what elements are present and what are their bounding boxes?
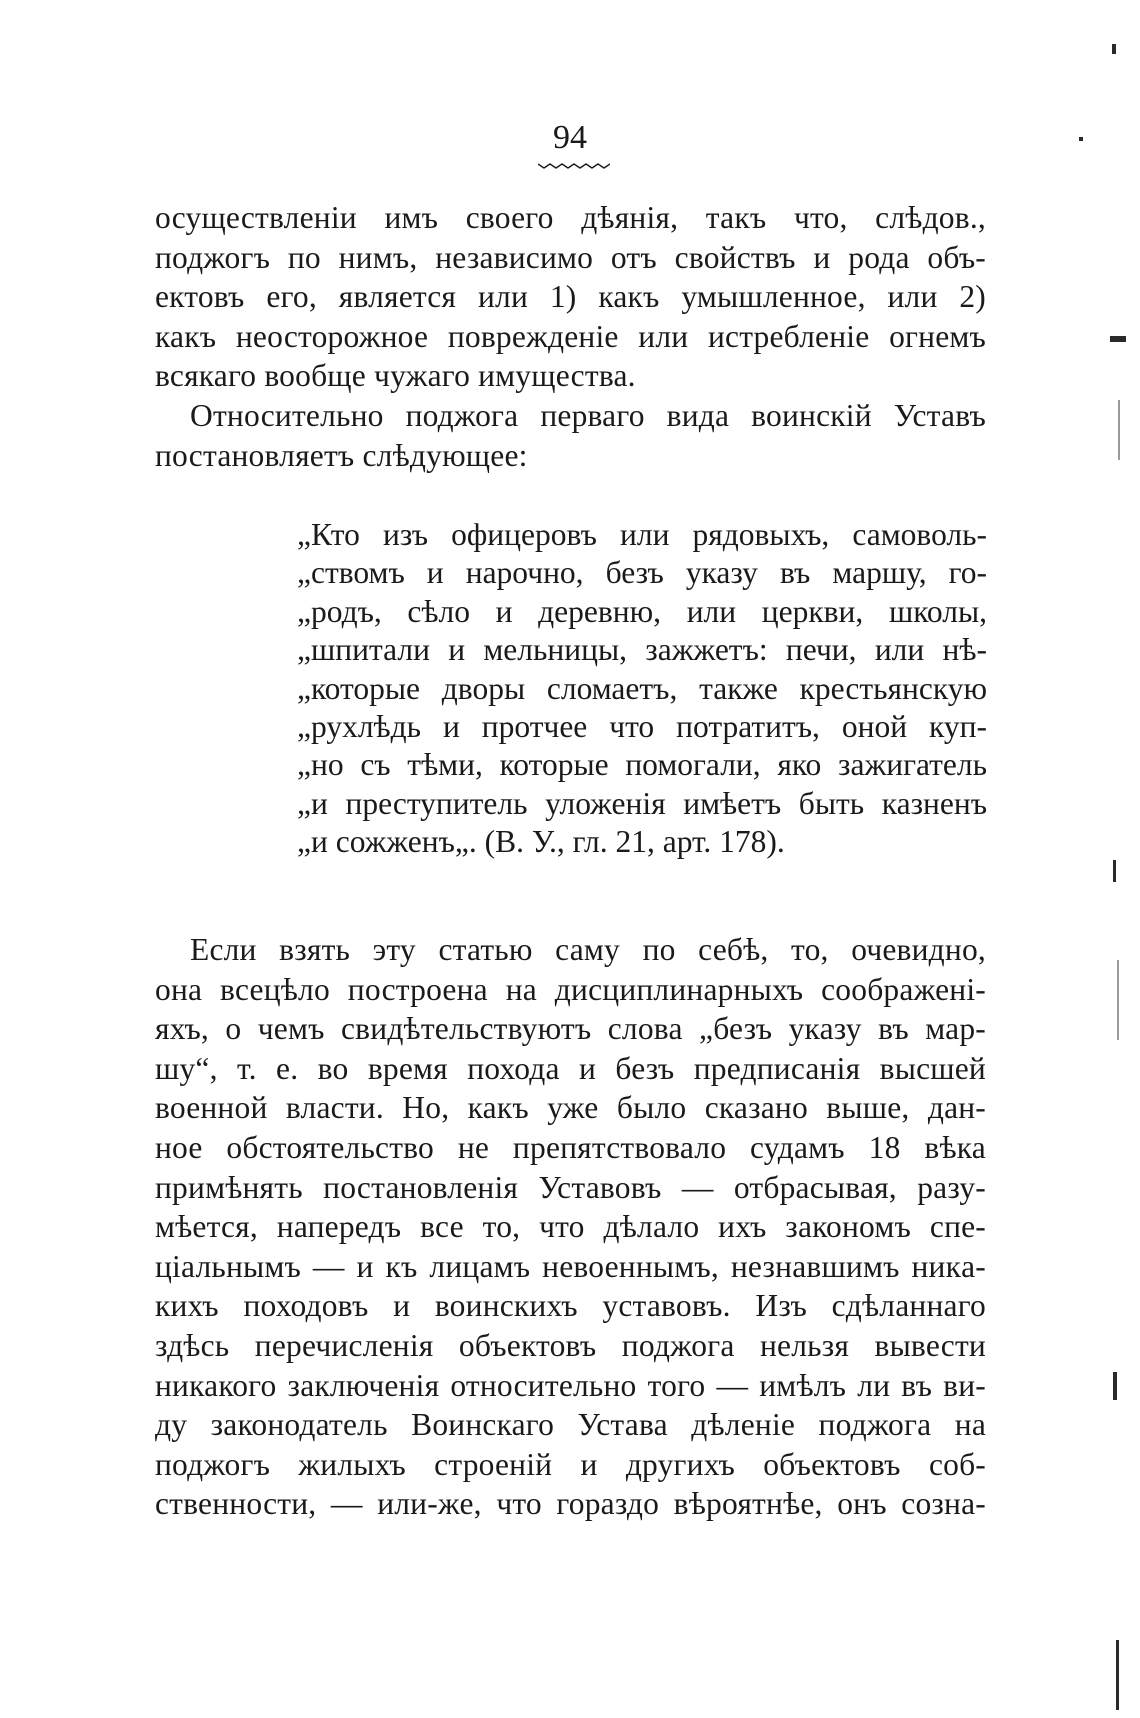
text-line: Относительно поджога перваго вида воинскій Уставъ: [190, 398, 986, 433]
text-line: поджогъ жилыхъ строеній и другихъ объектовъ соб-: [155, 1446, 986, 1482]
text-line: Если взять эту статью саму по себѣ, то, очевидно,: [190, 932, 986, 967]
quote-line: „и преступитель уложенія имѣетъ быть казненъ: [297, 785, 987, 821]
quote-line: „ствомъ и нарочно, безъ указу въ маршу, го-: [297, 555, 987, 591]
scan-artifact-mark: [1113, 1372, 1117, 1400]
text-line: никакого заключенія относительно того — имѣлъ ли въ ви-: [155, 1367, 986, 1403]
scan-artifact-mark: [1110, 336, 1126, 342]
text-line: шу“, т. е. во время похода и безъ предписанія высшей: [155, 1050, 986, 1086]
text-line: всякаго вообще чужаго имущества.: [155, 358, 636, 394]
text-line: поджогъ по нимъ, независимо отъ свойствъ и рода объ-: [155, 239, 986, 275]
quote-line: „но съ тѣми, которые помогали, яко зажигатель: [297, 747, 987, 783]
scan-artifact-mark: [1079, 137, 1083, 141]
quote-line: „родъ, сѣло и деревню, или церкви, школы,: [297, 593, 987, 629]
scan-artifact-mark: [1112, 44, 1116, 54]
text-line: примѣнять постановленія Уставовъ — отбрасывая, разу-: [155, 1169, 986, 1205]
text-line: она всецѣло построена на дисциплинарныхъ соображені-: [155, 971, 986, 1007]
text-line: военной власти. Но, какъ уже было сказано выше, дан-: [155, 1090, 986, 1126]
text-line: ственности, — или-же, что гораздо вѣроятнѣе, онъ созна-: [155, 1486, 986, 1522]
scan-artifact-mark: [1116, 1640, 1119, 1710]
text-line: ектовъ его, является или 1) какъ умышленное, или 2): [155, 279, 986, 315]
paragraph-3: [155, 930, 986, 1524]
text-line: осуществленіи имъ своего дѣянія, такъ что, слѣдов.,: [155, 200, 986, 235]
text-line: кихъ походовъ и воинскихъ уставовъ. Изъ сдѣланнаго: [155, 1288, 986, 1324]
text-line: постановляетъ слѣдующее:: [155, 437, 528, 473]
scan-artifact-mark: [1118, 400, 1120, 460]
paragraph-1: [155, 198, 986, 396]
quote-line: „рухлѣдь и протчее что потратитъ, оной куп-: [297, 708, 987, 744]
text-line: мѣется, напередъ все то, что дѣлало ихъ закономъ спе-: [155, 1209, 986, 1245]
text-line: здѣсь перечисленія объектовъ поджога нельзя вывести: [155, 1327, 986, 1363]
page-number-ornament: [538, 162, 610, 170]
quote-line: „которые дворы сломаетъ, также крестьянскую: [297, 670, 987, 706]
quote-line: „шпитали и мельницы, зажжетъ: печи, или нѣ-: [297, 632, 987, 668]
quote-line: „Кто изъ офицеровъ или рядовыхъ, самоволь-: [297, 517, 987, 552]
text-line: ное обстоятельство не препятствовало судамъ 18 вѣка: [155, 1129, 986, 1165]
scan-artifact-mark: [1113, 860, 1116, 882]
paragraph-2: [155, 396, 986, 475]
page-number: 94: [553, 119, 587, 156]
text-line: ду законодатель Воинскаго Устава дѣленіе поджога на: [155, 1407, 986, 1443]
text-line: яхъ, о чемъ свидѣтельствуютъ слова „безъ указу въ мар-: [155, 1011, 986, 1047]
block-quote: [297, 516, 987, 862]
text-line: какъ неосторожное поврежденіе или истребленіе огнемъ: [155, 318, 986, 354]
quote-line: „и сожженъ„. (В. У., гл. 21, арт. 178).: [297, 824, 785, 860]
text-line: ціальнымъ — и къ лицамъ невоеннымъ, незнавшимъ никa-: [155, 1248, 986, 1284]
scan-artifact-mark: [1117, 960, 1119, 1040]
